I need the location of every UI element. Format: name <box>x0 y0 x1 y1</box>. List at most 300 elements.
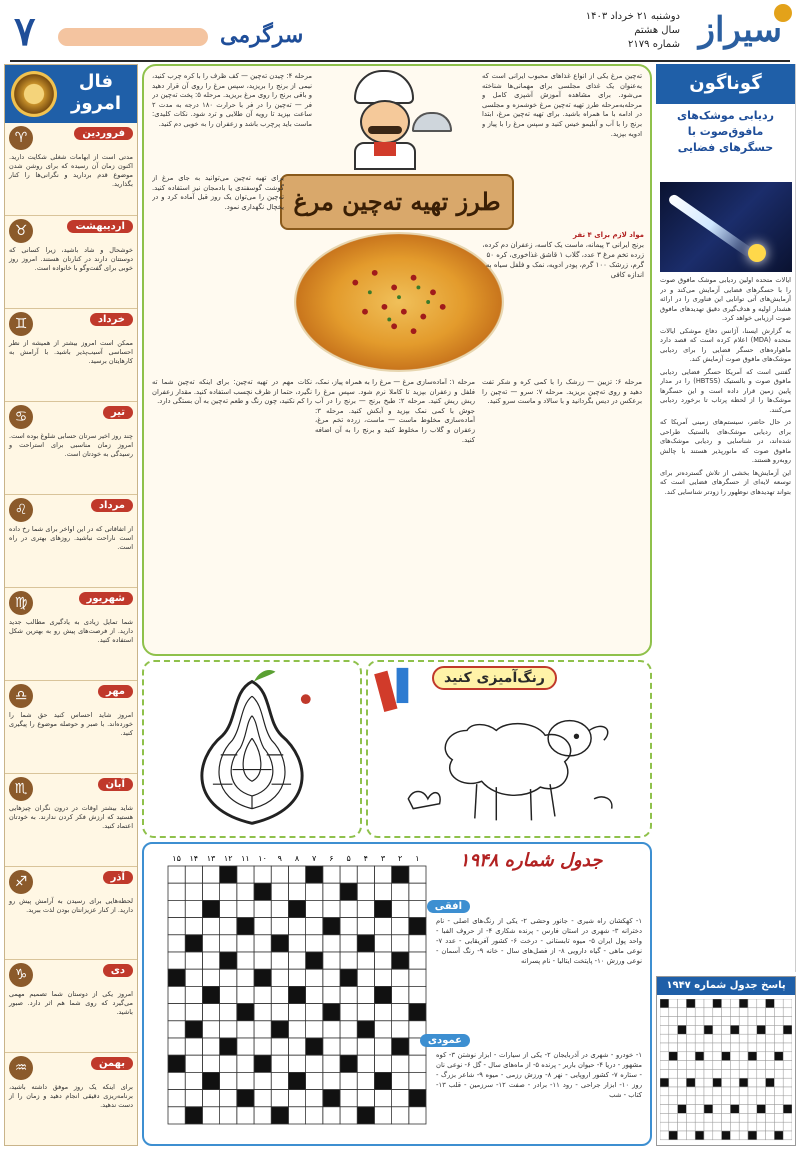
answer-cell <box>704 999 713 1008</box>
crossword-cell[interactable] <box>185 986 202 1003</box>
crossword-cell[interactable] <box>202 1072 219 1089</box>
crossword-cell[interactable] <box>168 1055 185 1072</box>
crossword-cell[interactable] <box>357 1021 374 1038</box>
crossword-cell[interactable] <box>168 883 185 900</box>
zodiac-icon: ♉ <box>9 219 33 243</box>
answer-cell <box>669 1122 678 1131</box>
crossword-cell[interactable] <box>340 1055 357 1072</box>
answer-cell <box>774 999 783 1008</box>
crossword-cell[interactable] <box>168 1072 185 1089</box>
crossword-cell[interactable] <box>254 1055 271 1072</box>
crossword-cell[interactable] <box>185 883 202 900</box>
crossword-cell[interactable] <box>202 1090 219 1107</box>
crossword-cell[interactable] <box>357 1107 374 1124</box>
crossword-cell[interactable] <box>323 900 340 917</box>
answer-cell <box>739 1052 748 1061</box>
crossword-cell[interactable] <box>202 1038 219 1055</box>
crossword-cell[interactable] <box>202 1021 219 1038</box>
misc-news-title: ردیابی موشک‌های مافوق‌صوت با حسگرهای فضایی <box>677 109 774 154</box>
crossword-cell[interactable] <box>237 1072 254 1089</box>
crossword-cell[interactable] <box>323 1072 340 1089</box>
crossword-cell[interactable] <box>323 1107 340 1124</box>
crossword-cell[interactable] <box>288 866 305 883</box>
crossword-cell[interactable] <box>374 1107 391 1124</box>
crossword-cell[interactable] <box>357 883 374 900</box>
crossword-cell[interactable] <box>202 883 219 900</box>
crossword-cell[interactable] <box>271 866 288 883</box>
crossword-cell[interactable] <box>288 1055 305 1072</box>
crossword-cell[interactable] <box>392 969 409 986</box>
crossword-cell[interactable] <box>220 1004 237 1021</box>
column-number: ۹ <box>277 854 282 863</box>
crossword-cell[interactable] <box>271 918 288 935</box>
crossword-cell[interactable] <box>288 1021 305 1038</box>
crossword-cell[interactable] <box>220 1021 237 1038</box>
crossword-cell[interactable] <box>220 1038 237 1055</box>
answer-cell <box>695 1025 704 1034</box>
crossword-cell[interactable] <box>392 1004 409 1021</box>
crossword-cell[interactable] <box>185 866 202 883</box>
crossword-cell[interactable] <box>237 1021 254 1038</box>
missile-photo <box>660 182 792 272</box>
answer-cell <box>669 1043 678 1052</box>
answer-cell <box>686 1017 695 1026</box>
crossword-cell[interactable] <box>271 935 288 952</box>
crossword-cell[interactable] <box>340 986 357 1003</box>
crossword-cell[interactable] <box>374 1038 391 1055</box>
crossword-cell[interactable] <box>392 1090 409 1107</box>
answer-cell <box>686 1096 695 1105</box>
crossword-cell[interactable] <box>340 900 357 917</box>
crossword-cell[interactable] <box>323 866 340 883</box>
crossword-cell[interactable] <box>340 935 357 952</box>
crossword-cell[interactable] <box>254 918 271 935</box>
crossword-cell[interactable] <box>357 1055 374 1072</box>
crossword-cell[interactable] <box>237 952 254 969</box>
recipe-panel <box>142 64 652 656</box>
crossword-cell[interactable] <box>357 952 374 969</box>
answer-cell <box>660 999 669 1008</box>
answer-cell <box>730 1043 739 1052</box>
answer-cell <box>660 1069 669 1078</box>
crossword-cell[interactable] <box>374 1072 391 1089</box>
crossword-cell[interactable] <box>306 918 323 935</box>
answer-cell <box>748 1096 757 1105</box>
crossword-cell[interactable] <box>323 1090 340 1107</box>
crossword-cell[interactable] <box>340 1072 357 1089</box>
answer-cell <box>695 1113 704 1122</box>
crossword-cell[interactable] <box>254 969 271 986</box>
crossword-cell[interactable] <box>237 935 254 952</box>
zodiac-wheel-icon <box>11 71 57 117</box>
crossword-cell[interactable] <box>271 883 288 900</box>
crossword-cell[interactable] <box>288 1072 305 1089</box>
sign-name: اردیبهشت <box>67 220 133 233</box>
crossword-cell[interactable] <box>306 1038 323 1055</box>
crossword-cell[interactable] <box>202 935 219 952</box>
crossword-cell[interactable] <box>357 969 374 986</box>
crossword-cell[interactable] <box>220 1090 237 1107</box>
crossword-cell[interactable] <box>168 1107 185 1124</box>
crossword-cell[interactable] <box>220 1107 237 1124</box>
crossword-cell[interactable] <box>409 1072 426 1089</box>
crossword-cell[interactable] <box>323 883 340 900</box>
answer-cell <box>739 1034 748 1043</box>
answer-cell <box>757 1008 766 1017</box>
sign-name: مرداد <box>91 499 133 512</box>
answer-cell <box>722 1078 731 1087</box>
crossword-cell[interactable] <box>254 1072 271 1089</box>
crossword-cell[interactable] <box>409 900 426 917</box>
answer-cell <box>730 1105 739 1114</box>
crossword-cell[interactable] <box>185 1038 202 1055</box>
crossword-cell[interactable] <box>254 1107 271 1124</box>
crossword-cell[interactable] <box>271 986 288 1003</box>
crossword-cell[interactable] <box>306 969 323 986</box>
crossword-cell[interactable] <box>288 935 305 952</box>
crossword-cell[interactable] <box>185 1107 202 1124</box>
crossword-cell[interactable] <box>340 952 357 969</box>
crossword-cell[interactable] <box>392 918 409 935</box>
crossword-cell[interactable] <box>323 969 340 986</box>
crossword-cell[interactable] <box>374 986 391 1003</box>
crossword-cell[interactable] <box>271 969 288 986</box>
crossword-cell[interactable] <box>288 1038 305 1055</box>
answer-cell <box>722 1069 731 1078</box>
crossword-cell[interactable] <box>306 1021 323 1038</box>
crossword-cell[interactable] <box>254 883 271 900</box>
crossword-cell[interactable] <box>374 1004 391 1021</box>
crossword-cell[interactable] <box>168 1004 185 1021</box>
crossword-cell[interactable] <box>220 952 237 969</box>
sign-name: بهمن <box>91 1057 133 1070</box>
crossword-cell[interactable] <box>168 1090 185 1107</box>
sign-text: برای اینکه یک روز موفق داشته باشید، برنامه‌ریزی دقیقی انجام دهید و زمان را از دست ندهید. <box>9 1083 133 1109</box>
crossword-cell[interactable] <box>271 1004 288 1021</box>
crossword-cell[interactable] <box>306 986 323 1003</box>
crossword-cell[interactable] <box>185 969 202 986</box>
crossword-cell[interactable] <box>288 969 305 986</box>
answer-cell <box>660 1122 669 1131</box>
crossword-cell[interactable] <box>392 986 409 1003</box>
crossword-cell[interactable] <box>254 900 271 917</box>
crossword-cell[interactable] <box>374 1055 391 1072</box>
crossword-cell[interactable] <box>288 986 305 1003</box>
crossword-cell[interactable] <box>357 866 374 883</box>
answer-cell <box>695 1017 704 1026</box>
crossword-cell[interactable] <box>288 952 305 969</box>
crossword-cell[interactable] <box>168 969 185 986</box>
crossword-cell[interactable] <box>340 1004 357 1021</box>
crossword-cell[interactable] <box>306 1107 323 1124</box>
crossword-cell[interactable] <box>220 1055 237 1072</box>
crossword-cell[interactable] <box>202 986 219 1003</box>
crossword-cell[interactable] <box>220 1072 237 1089</box>
zodiac-icon: ♏ <box>9 777 33 801</box>
crossword-grid[interactable] <box>152 850 428 1142</box>
answer-cell <box>748 1061 757 1070</box>
crossword-cell[interactable] <box>168 986 185 1003</box>
crossword-cell[interactable] <box>237 866 254 883</box>
answer-cell <box>704 1017 713 1026</box>
answer-cell <box>730 1122 739 1131</box>
crossword-cell[interactable] <box>340 1021 357 1038</box>
crossword-cell[interactable] <box>271 900 288 917</box>
crossword-cell[interactable] <box>168 1021 185 1038</box>
crossword-cell[interactable] <box>306 952 323 969</box>
horoscope-sign <box>5 867 137 960</box>
crossword-cell[interactable] <box>340 918 357 935</box>
sign-name: تیر <box>103 406 133 419</box>
crossword-cell[interactable] <box>409 952 426 969</box>
brand-title: سیراز <box>698 10 782 50</box>
crossword-cell[interactable] <box>185 918 202 935</box>
crossword-cell[interactable] <box>357 1090 374 1107</box>
crossword-cell[interactable] <box>392 1055 409 1072</box>
crossword-cell[interactable] <box>323 1021 340 1038</box>
answer-cell <box>748 1043 757 1052</box>
crossword-cell[interactable] <box>374 935 391 952</box>
crossword-cell[interactable] <box>254 935 271 952</box>
crossword-cell[interactable] <box>306 883 323 900</box>
answer-cell <box>713 1078 722 1087</box>
answer-cell <box>704 1052 713 1061</box>
crossword-cell[interactable] <box>409 1090 426 1107</box>
answer-cell <box>739 1043 748 1052</box>
crossword-cell[interactable] <box>306 935 323 952</box>
crossword-cell[interactable] <box>237 900 254 917</box>
crossword-cell[interactable] <box>202 1055 219 1072</box>
crossword-cell[interactable] <box>254 1090 271 1107</box>
crossword-cell[interactable] <box>288 1107 305 1124</box>
crossword-cell[interactable] <box>306 1072 323 1089</box>
crossword-cell[interactable] <box>392 1072 409 1089</box>
crossword-cell[interactable] <box>185 1004 202 1021</box>
crossword-cell[interactable] <box>409 986 426 1003</box>
column-number: ۱۰ <box>258 854 267 863</box>
answer-cell <box>774 1113 783 1122</box>
crossword-cell[interactable] <box>185 1072 202 1089</box>
crossword-cell[interactable] <box>168 900 185 917</box>
crossword-cell[interactable] <box>185 952 202 969</box>
answer-cell <box>783 1096 792 1105</box>
crossword-cell[interactable] <box>202 866 219 883</box>
answer-cell <box>660 1017 669 1026</box>
answer-cell <box>669 1131 678 1140</box>
crossword-cell[interactable] <box>306 900 323 917</box>
crossword-cell[interactable] <box>323 1038 340 1055</box>
answer-cell <box>695 999 704 1008</box>
crossword-cell[interactable] <box>392 1038 409 1055</box>
crossword-cell[interactable] <box>374 883 391 900</box>
crossword-cell[interactable] <box>409 918 426 935</box>
answer-cell <box>713 1034 722 1043</box>
crossword-cell[interactable] <box>306 1090 323 1107</box>
lamb-outline[interactable] <box>368 662 650 836</box>
crossword-cell[interactable] <box>323 918 340 935</box>
crossword-cell[interactable] <box>168 1038 185 1055</box>
answer-cell <box>722 1105 731 1114</box>
crossword-cell[interactable] <box>185 1090 202 1107</box>
date-line: دوشنبه ۲۱ خرداد ۱۴۰۳ <box>585 11 680 22</box>
crossword-cell[interactable] <box>288 1090 305 1107</box>
serving-tray-icon <box>412 112 452 132</box>
crossword-cell[interactable] <box>306 866 323 883</box>
crossword-cell[interactable] <box>409 969 426 986</box>
crossword-cell[interactable] <box>288 883 305 900</box>
crossword-cell[interactable] <box>392 866 409 883</box>
answer-cell <box>722 1034 731 1043</box>
crossword-cell[interactable] <box>357 986 374 1003</box>
crossword-cell[interactable] <box>220 935 237 952</box>
crossword-cell[interactable] <box>237 986 254 1003</box>
crossword-cell[interactable] <box>254 1021 271 1038</box>
crossword-cell[interactable] <box>271 1090 288 1107</box>
column-number: ۱۱ <box>241 854 250 863</box>
crossword-cell[interactable] <box>357 918 374 935</box>
crossword-cell[interactable] <box>271 1038 288 1055</box>
crossword-cell[interactable] <box>409 935 426 952</box>
crossword-cell[interactable] <box>220 900 237 917</box>
crossword-cell[interactable] <box>392 900 409 917</box>
crossword-cell[interactable] <box>392 1107 409 1124</box>
crossword-cell[interactable] <box>220 969 237 986</box>
answer-cell <box>766 1122 775 1131</box>
crossword-cell[interactable] <box>271 1021 288 1038</box>
crossword-cell[interactable] <box>357 900 374 917</box>
crossword-cell[interactable] <box>254 952 271 969</box>
crossword-cell[interactable] <box>220 986 237 1003</box>
crossword-cell[interactable] <box>271 952 288 969</box>
crossword-cell[interactable] <box>357 1072 374 1089</box>
crossword-cell[interactable] <box>374 1021 391 1038</box>
crossword-cell[interactable] <box>271 1055 288 1072</box>
crossword-cell[interactable] <box>409 1107 426 1124</box>
crossword-cell[interactable] <box>374 952 391 969</box>
pear-maze[interactable] <box>144 662 360 836</box>
crossword-cell[interactable] <box>220 866 237 883</box>
crossword-cell[interactable] <box>271 1072 288 1089</box>
crossword-cell[interactable] <box>357 1004 374 1021</box>
answer-cell <box>713 1087 722 1096</box>
crossword-cell[interactable] <box>271 1107 288 1124</box>
crossword-cell[interactable] <box>374 969 391 986</box>
crossword-cell[interactable] <box>202 952 219 969</box>
crossword-cell[interactable] <box>220 883 237 900</box>
answer-cell <box>748 1131 757 1140</box>
answer-cell <box>774 1131 783 1140</box>
crossword-cell[interactable] <box>409 883 426 900</box>
crossword-cell[interactable] <box>202 969 219 986</box>
crossword-cell[interactable] <box>185 935 202 952</box>
crossword-cell[interactable] <box>392 952 409 969</box>
crossword-cell[interactable] <box>357 1038 374 1055</box>
crossword-cell[interactable] <box>254 986 271 1003</box>
crossword-cell[interactable] <box>237 1107 254 1124</box>
crossword-cell[interactable] <box>323 986 340 1003</box>
crossword-cell[interactable] <box>237 883 254 900</box>
crossword-cell[interactable] <box>374 866 391 883</box>
crossword-cell[interactable] <box>202 1107 219 1124</box>
crossword-cell[interactable] <box>323 1055 340 1072</box>
crossword-cell[interactable] <box>237 1090 254 1107</box>
crossword-cell[interactable] <box>340 1090 357 1107</box>
coloring-title: رنگ‌آمیزی کنید <box>432 666 557 690</box>
answer-cell <box>660 1096 669 1105</box>
answer-cell <box>783 1061 792 1070</box>
crossword-cell[interactable] <box>306 1004 323 1021</box>
answer-cell <box>669 1078 678 1087</box>
crossword-cell[interactable] <box>288 918 305 935</box>
crossword-cell[interactable] <box>254 866 271 883</box>
crossword-cell[interactable] <box>340 883 357 900</box>
crossword-cell[interactable] <box>168 935 185 952</box>
crossword-cell[interactable] <box>306 1055 323 1072</box>
crossword-cell[interactable] <box>254 1038 271 1055</box>
crossword-cell[interactable] <box>237 1038 254 1055</box>
answer-cell <box>730 999 739 1008</box>
crossword-cell[interactable] <box>288 1004 305 1021</box>
answer-cell <box>766 1096 775 1105</box>
recipe-title: طرز تهیه ته‌چین مرغ <box>293 187 501 216</box>
crossword-cell[interactable] <box>340 969 357 986</box>
crossword-cell[interactable] <box>340 1038 357 1055</box>
crossword-cell[interactable] <box>323 952 340 969</box>
crossword-cell[interactable] <box>392 883 409 900</box>
crossword-cell[interactable] <box>374 900 391 917</box>
crossword-cell[interactable] <box>185 1055 202 1072</box>
crossword-cell[interactable] <box>202 1004 219 1021</box>
crossword-cell[interactable] <box>185 900 202 917</box>
answer-cell <box>739 1078 748 1087</box>
crossword-cell[interactable] <box>340 1107 357 1124</box>
answer-cell <box>739 1096 748 1105</box>
crossword-cell[interactable] <box>323 1004 340 1021</box>
answer-cell <box>704 1069 713 1078</box>
crossword-cell[interactable] <box>409 866 426 883</box>
crossword-cell[interactable] <box>340 866 357 883</box>
crossword-cell[interactable] <box>409 1004 426 1021</box>
crossword-cell[interactable] <box>237 969 254 986</box>
crossword-cell[interactable] <box>168 918 185 935</box>
crossword-cell[interactable] <box>392 935 409 952</box>
crossword-cell[interactable] <box>237 1055 254 1072</box>
crossword-cell[interactable] <box>168 952 185 969</box>
crossword-cell[interactable] <box>202 918 219 935</box>
zodiac-icon: ♐ <box>9 870 33 894</box>
missile-trail <box>667 193 755 259</box>
crossword-cell[interactable] <box>220 918 237 935</box>
crossword-cell[interactable] <box>288 900 305 917</box>
crossword-cell[interactable] <box>237 1004 254 1021</box>
crossword-cell[interactable] <box>409 1055 426 1072</box>
crossword-cell[interactable] <box>392 1021 409 1038</box>
crossword-cell[interactable] <box>185 1021 202 1038</box>
previous-answer-title: پاسخ جدول شماره ۱۹۴۷ <box>657 977 795 995</box>
crossword-cell[interactable] <box>168 866 185 883</box>
answer-cell <box>757 1122 766 1131</box>
crossword-cell[interactable] <box>374 918 391 935</box>
answer-cell <box>722 1052 731 1061</box>
crossword-cell[interactable] <box>323 935 340 952</box>
crossword-cell[interactable] <box>254 1004 271 1021</box>
answer-cell <box>686 1105 695 1114</box>
crossword-cell[interactable] <box>237 918 254 935</box>
crossword-cell[interactable] <box>374 1090 391 1107</box>
answer-cell <box>757 1017 766 1026</box>
crossword-cell[interactable] <box>202 900 219 917</box>
crossword-cell[interactable] <box>357 935 374 952</box>
